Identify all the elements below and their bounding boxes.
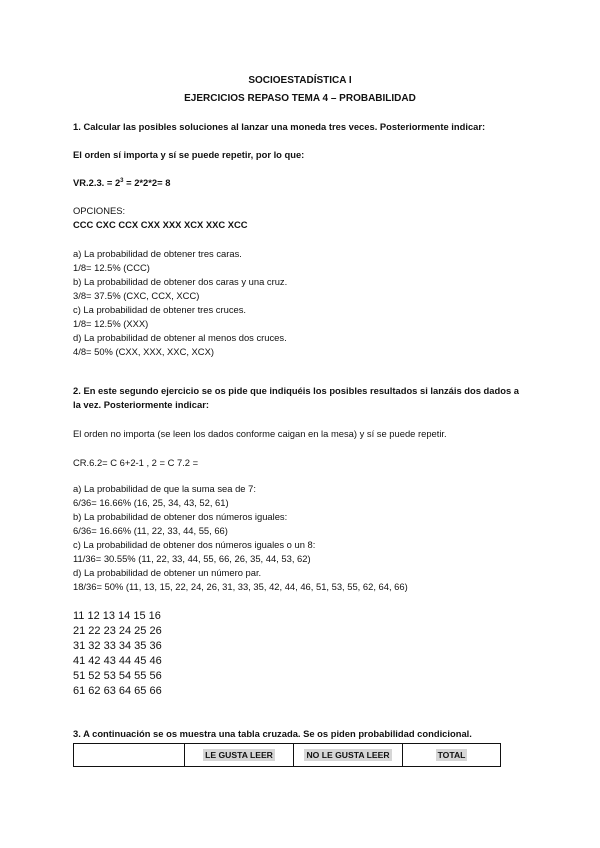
- ex1-line: 3/8= 37.5% (CXC, CCX, XCC): [73, 290, 200, 301]
- exercise-1-statement: [73, 121, 485, 133]
- ex1-line: c) La probabilidad de obtener tres cruces.: [73, 304, 247, 315]
- ex1-line: a) La probabilidad de obtener tres caras.: [73, 248, 242, 259]
- exercise-3-number: 3.: [73, 728, 81, 739]
- ex2-line: b) La probabilidad de obtener dos números iguales:: [73, 511, 288, 522]
- exercise-1-text: Calcular las posibles soluciones al lanzar una moneda tres veces. Posteriormente indicar:: [83, 121, 486, 132]
- ex2-line: c) La probabilidad de obtener dos números iguales o un 8:: [73, 539, 316, 550]
- ex1-line: 1/8= 12.5% (CCC): [73, 262, 150, 273]
- ex1-line: 1/8= 12.5% (XXX): [73, 318, 149, 329]
- formula-exponent: 3: [120, 177, 124, 184]
- exercise-2-text: En este segundo ejercicio se os pide que indiquéis los posibles resultados si lanzáis dos dados a: [83, 385, 519, 396]
- options-label: OPCIONES:: [73, 205, 126, 216]
- course-title: SOCIOESTADÍSTICA I: [248, 75, 352, 86]
- cross-table-header-likes-reading: LE GUSTA LEER: [185, 744, 294, 767]
- exercise-2-statement-2: la vez. Posteriormente indicar:: [73, 399, 209, 410]
- exercise-2-order-note: El orden no importa (se leen los dados conforme caigan en la mesa) y sí se puede repetir.: [73, 428, 447, 439]
- ex2-line: 6/36= 16.66% (11, 22, 33, 44, 55, 66): [73, 525, 228, 536]
- dice-grid-row: 51 52 53 54 55 56: [73, 670, 162, 682]
- ex2-line: 11/36= 30.55% (11, 22, 33, 44, 55, 66, 26, 35, 44, 53, 62): [73, 553, 311, 564]
- exercise-1-order-note: El orden sí importa y sí se puede repetir, por lo que:: [73, 149, 305, 160]
- dice-grid-row: 11 12 13 14 15 16: [73, 610, 161, 622]
- exercise-3-text: A continuación se os muestra una tabla cruzada. Se os piden probabilidad condicional.: [83, 728, 472, 739]
- exercise-1-number: 1.: [73, 121, 81, 132]
- document-subtitle: EJERCICIOS REPASO TEMA 4 – PROBABILIDAD: [184, 93, 416, 104]
- cross-table: [73, 743, 501, 767]
- ex1-line: 4/8= 50% (CXX, XXX, XXC, XCX): [73, 346, 214, 357]
- ex1-line: d) La probabilidad de obtener al menos dos cruces.: [73, 332, 287, 343]
- ex2-line: a) La probabilidad de que la suma sea de 7:: [73, 483, 256, 494]
- ex1-line: b) La probabilidad de obtener dos caras y una cruz.: [73, 276, 288, 287]
- exercise-2-formula: CR.6.2= C 6+2-1 , 2 = C 7.2 =: [73, 457, 199, 468]
- cross-table-header-dislikes-reading: NO LE GUSTA LEER: [294, 744, 403, 767]
- cross-table-header-row: [74, 744, 501, 767]
- dice-grid-row: 21 22 23 24 25 26: [73, 625, 162, 637]
- dice-grid-row: 41 42 43 44 45 46: [73, 655, 162, 667]
- formula-part-a: VR.2.3. = 2: [73, 177, 121, 188]
- options-list: CCC CXC CCX CXX XXX XCX XXC XCC: [73, 219, 248, 230]
- ex2-line: 6/36= 16.66% (16, 25, 34, 43, 52, 61): [73, 497, 229, 508]
- exercise-3-statement: [73, 728, 472, 740]
- exercise-1-formula: [73, 177, 170, 189]
- dice-grid-row: 31 32 33 34 35 36: [73, 640, 162, 652]
- ex2-line: d) La probabilidad de obtener un número par.: [73, 567, 262, 578]
- exercise-2-statement-1: [73, 385, 519, 397]
- cross-table-corner-cell: [74, 744, 185, 767]
- dice-grid-row: 61 62 63 64 65 66: [73, 685, 162, 697]
- exercise-2-number: 2.: [73, 385, 81, 396]
- ex2-line: 18/36= 50% (11, 13, 15, 22, 24, 26, 31, 33, 35, 42, 44, 46, 51, 53, 55, 62, 64, 66): [73, 581, 408, 592]
- formula-part-b: = 2*2*2= 8: [123, 177, 171, 188]
- cross-table-header-total: TOTAL: [403, 744, 501, 767]
